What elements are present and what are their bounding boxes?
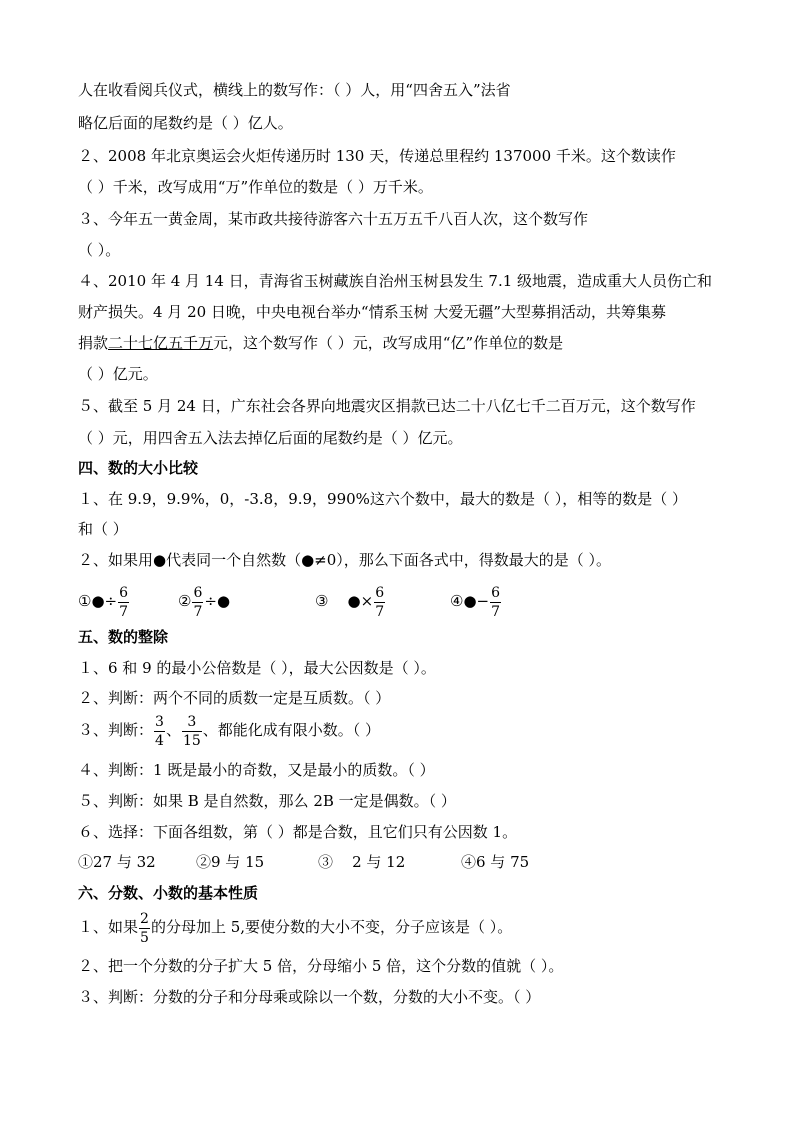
q3-line-2: 略亿后面的尾数约是（ ）亿人。 xyxy=(78,114,293,132)
s4-item-2: ２、如果用●代表同一个自然数（●≠0），那么下面各式中，得数最大的是（ ）。 xyxy=(78,551,612,569)
q3-item-3-line-1: ３、今年五一黄金周，某市政共接待游客六十五万五千八百人次，这个数写作 xyxy=(78,210,589,228)
s5-item-6: ６、选择：下面各组数，第（ ）都是合数，且它们只有公因数 1。 xyxy=(78,823,518,841)
s5-option-2: ②9 与 15 xyxy=(196,853,265,871)
fraction: $\frac{6}{7}$ xyxy=(375,584,385,620)
s5-option-4: ④6 与 75 xyxy=(461,853,530,871)
s4-option-3: ③ ●× $\frac{6}{7}$ xyxy=(315,584,385,620)
s5-item-2: ２、判断：两个不同的质数一定是互质数。（ ） xyxy=(78,689,391,707)
s4-option-2: ② $\frac{6}{7}$ ÷● xyxy=(178,584,231,620)
q3-item-2-line-2: （ ）千米，改写成用“万”作单位的数是（ ）万千米。 xyxy=(78,178,433,196)
fraction: $\frac{6}{7}$ xyxy=(119,584,129,620)
q3-item-4-line-2: 财产损失。4 月 20 日晚，中央电视台举办“情系玉树 大爱无疆”大型募捐活动，共筹集募 xyxy=(78,303,667,321)
q3-item-4-line-3 xyxy=(78,333,723,353)
s4-item-1-line-1: １、在 9.9，9.9%，0，-3.8，9.9，990%这六个数中，最大的数是（ ），相等的数是（ ） xyxy=(78,490,687,508)
fraction: $\frac{3}{4}$ xyxy=(155,713,164,749)
fraction: $\frac{2}{5}$ xyxy=(140,910,149,946)
section-5-title: 五、数的整除 xyxy=(78,628,169,646)
s4-options xyxy=(78,580,723,622)
section-4-title: 四、数的大小比较 xyxy=(78,459,199,477)
s6-item-2: ２、把一个分数的分子扩大 5 倍，分母缩小 5 倍，这个分数的值就（ ）。 xyxy=(78,957,564,975)
q3-item-4-prefix: 捐款 xyxy=(78,334,109,352)
q3-line-1: 人在收看阅兵仪式，横线上的数写作：（ ）人，用“四舍五入”法省 xyxy=(78,81,511,99)
s5-option-3: ③ 2 与 12 xyxy=(318,853,406,871)
fraction: $\frac{6}{7}$ xyxy=(193,584,203,620)
s5-item-5: ５、判断：如果 B 是自然数，那么 2B 一定是偶数。（ ） xyxy=(78,792,456,810)
q3-item-5-line-1: ５、截至 5 月 24 日，广东社会各界向地震灾区捐款已达二十八亿七千二百万元，这个数写作 xyxy=(78,397,696,415)
q3-item-4-underlined-amount: 二十七亿五千万 xyxy=(108,334,214,352)
fraction: $\frac{6}{7}$ xyxy=(491,584,501,620)
s4-item-1-line-2: 和（ ） xyxy=(78,520,128,538)
s6-item-1: １、如果 $\frac{2}{5}$ 的分母加上 5,要使分数的大小不变，分子应该是（ ）。 xyxy=(78,910,513,946)
s5-item-3: ３、判断： $\frac{3}{4}$ 、 $\frac{3}{15}$ 、都能化成有限小数。（ ） xyxy=(78,713,381,749)
q3-item-2-line-1: ２、2008 年北京奥运会火炬传递历时 130 天，传递总里程约 137000 千米。这个数读作 xyxy=(78,147,676,165)
s5-item-4: ４、判断：1 既是最小的奇数，又是最小的质数。（ ） xyxy=(78,761,435,779)
s5-option-1: ①27 与 32 xyxy=(78,853,156,871)
s6-item-3: ３、判断：分数的分子和分母乘或除以一个数，分数的大小不变。（ ） xyxy=(78,988,541,1006)
q3-item-4-line-4: （ ）亿元。 xyxy=(78,365,158,383)
s4-option-1: ①●÷ $\frac{6}{7}$ xyxy=(78,584,129,620)
fraction: $\frac{3}{15}$ xyxy=(182,713,201,749)
q3-item-5-line-2: （ ）元，用四舍五入法去掉亿后面的尾数约是（ ）亿元。 xyxy=(78,429,463,447)
q3-item-4-suffix: 元，这个数写作（ ）元，改写成用“亿”作单位的数是 xyxy=(213,334,564,352)
q3-item-4-line-1: ４、2010 年 4 月 14 日，青海省玉树藏族自治州玉树县发生 7.1 级地震，造成重大人员伤亡和 xyxy=(78,272,713,290)
s5-item-1: １、6 和 9 的最小公倍数是（ ），最大公因数是（ ）。 xyxy=(78,659,436,677)
s4-option-4: ④●− $\frac{6}{7}$ xyxy=(450,584,501,620)
section-6-title: 六、分数、小数的基本性质 xyxy=(78,884,259,902)
q3-item-3-line-2: （ ）。 xyxy=(78,241,121,259)
